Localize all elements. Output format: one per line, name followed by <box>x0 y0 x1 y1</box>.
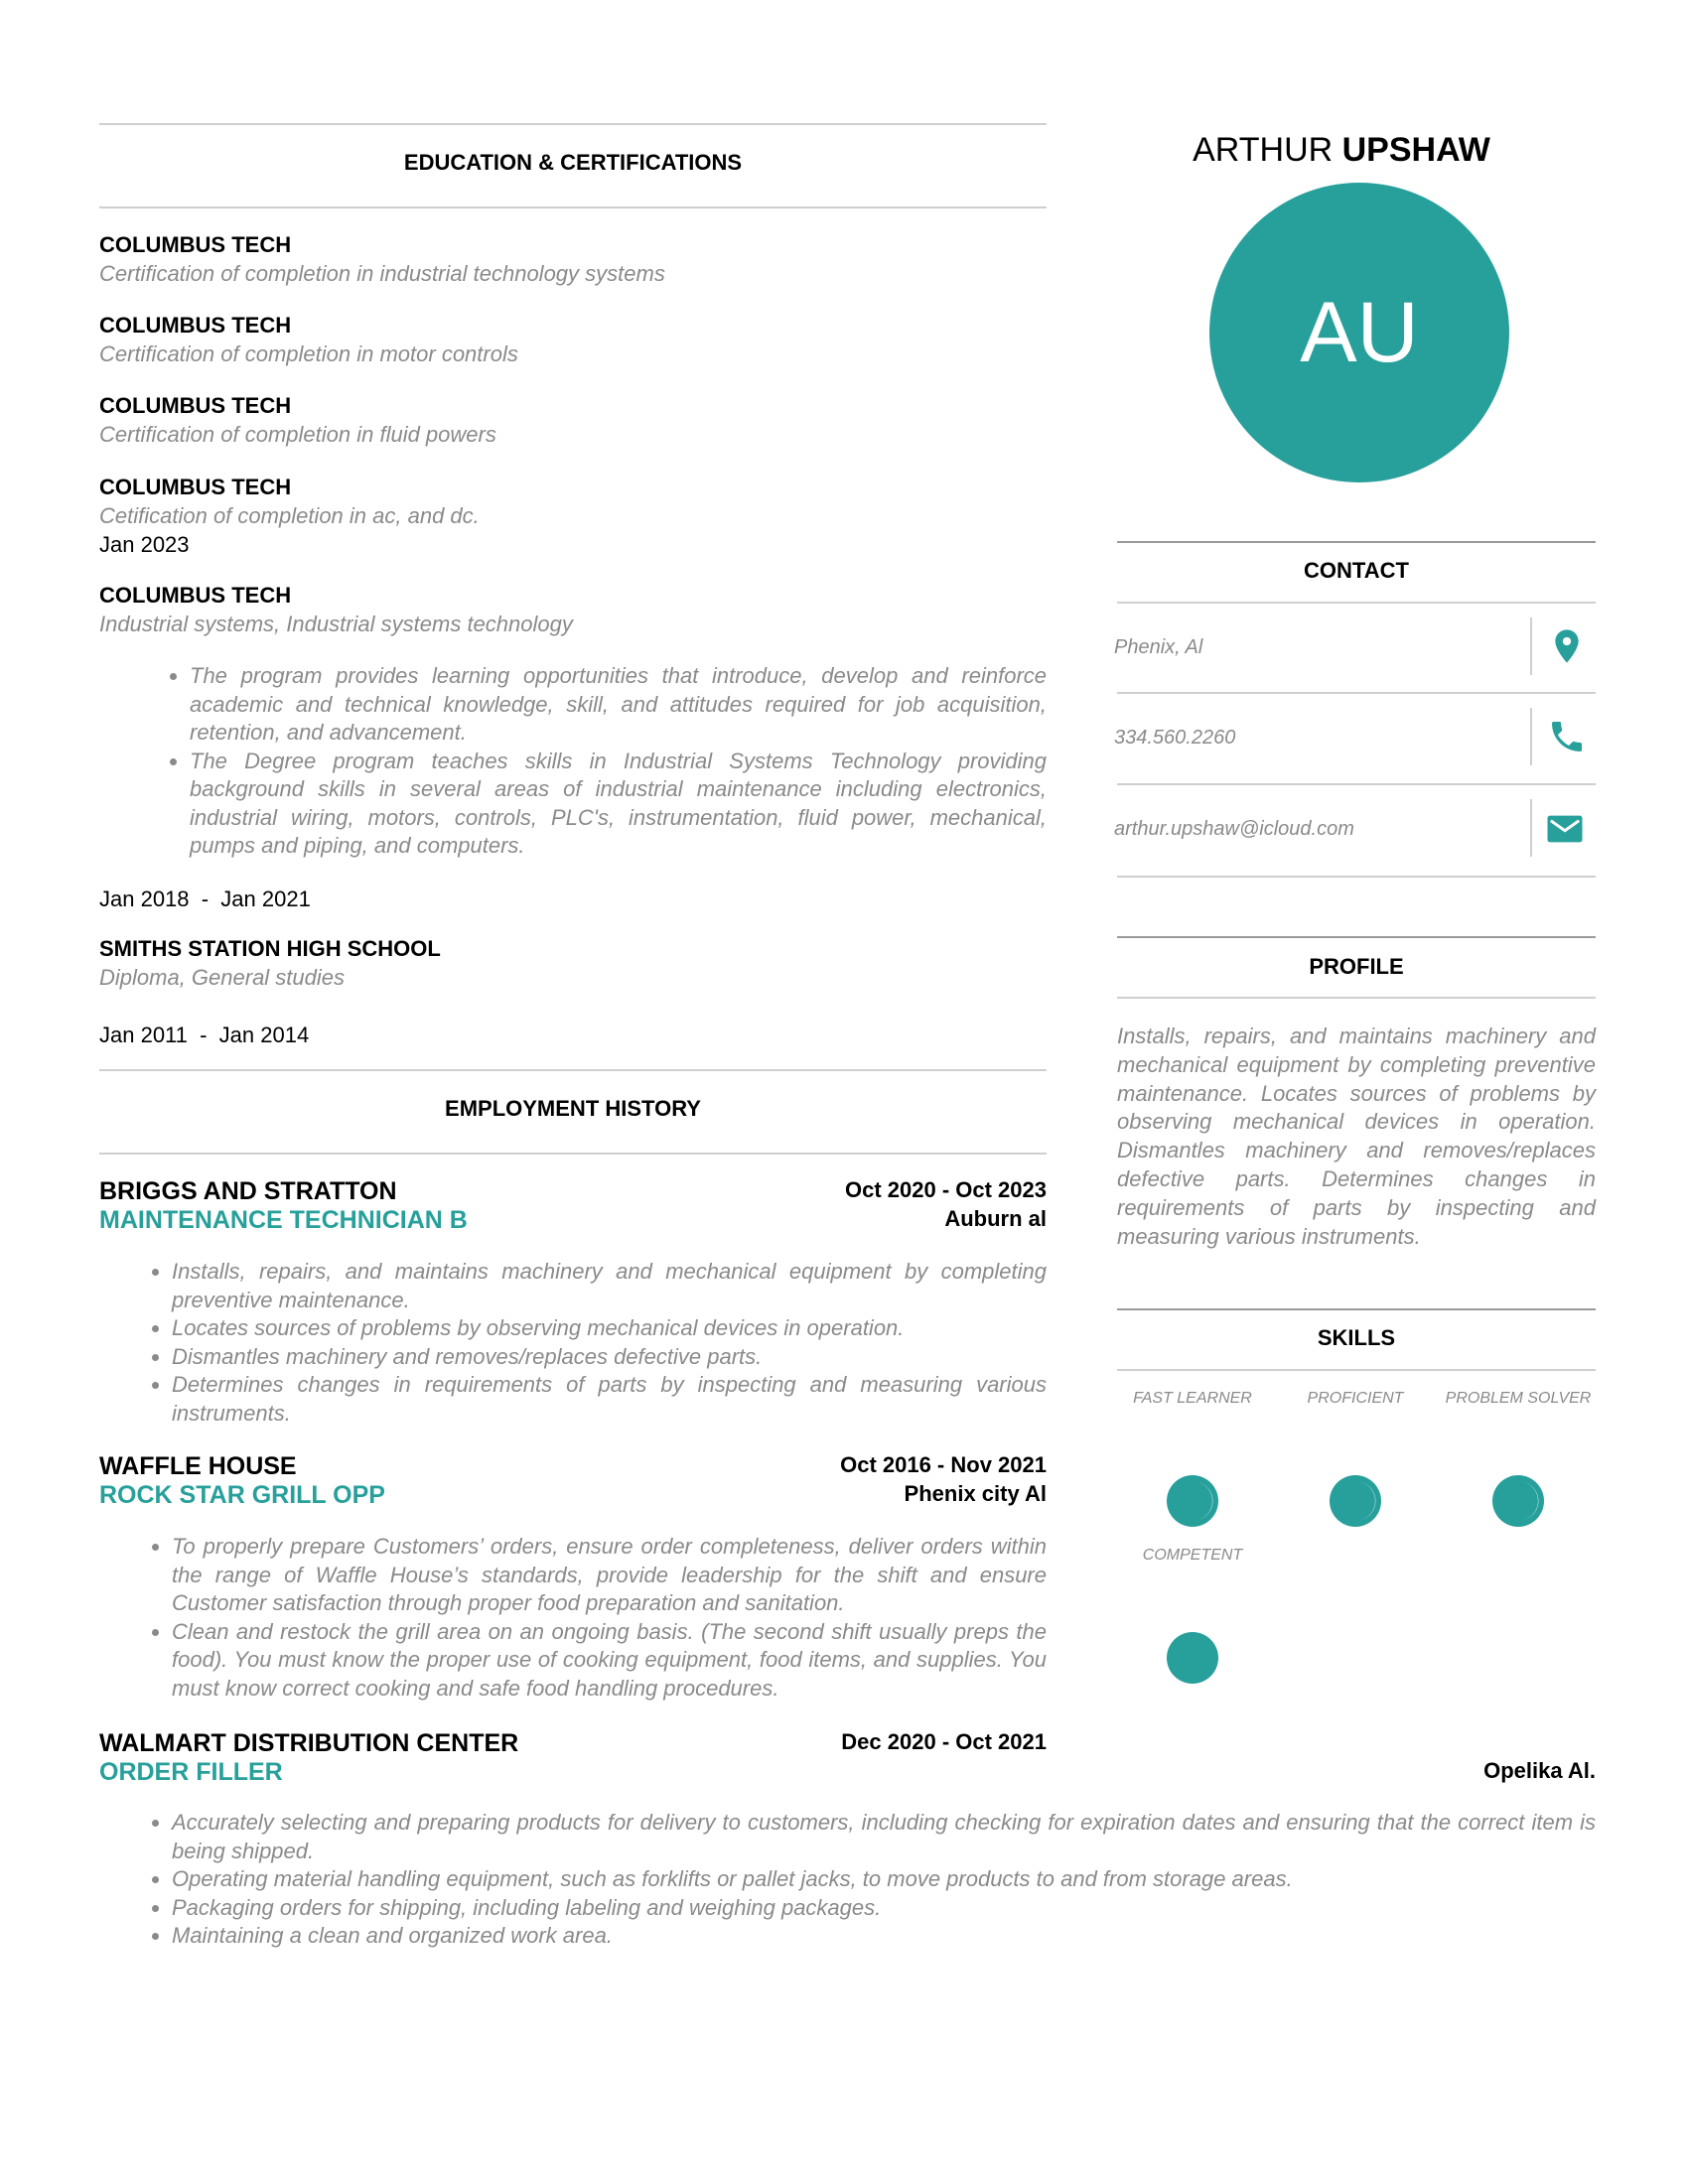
education-detail: Cetification of completion in ac, and dc. <box>99 503 480 528</box>
list-item: • Maintaining a clean and organized work area. <box>172 1922 1596 1951</box>
first-name: ARTHUR <box>1193 131 1334 169</box>
job-company: WAFFLE HOUSE <box>99 1452 297 1480</box>
job-location: Opelika Al. <box>1483 1758 1596 1783</box>
education-date: Jan 2018 - Jan 2021 <box>99 887 311 911</box>
mail-icon <box>1545 809 1585 849</box>
education-institution: COLUMBUS TECH <box>99 393 292 418</box>
list-item: • Operating material handling equipment, such as forklifts or pallet jacks, to move products to and from storage areas. <box>172 1865 1596 1894</box>
contact-email: arthur.upshaw@icloud.com <box>1114 818 1354 840</box>
skill-dot-fill <box>1492 1475 1544 1527</box>
list-item: • Accurately selecting and preparing products for delivery to customers, including checking for expiration dates and ensuring that the correct item is being shipped. <box>172 1809 1596 1865</box>
list-item: • Packaging orders for shipping, including labeling and weighing packages. <box>172 1894 1596 1923</box>
divider <box>1530 708 1532 765</box>
divider <box>1117 783 1596 785</box>
skill-level-indicator <box>1330 1475 1381 1527</box>
divider <box>99 1069 1047 1071</box>
list-item: • The Degree program teaches skills in Industrial Systems Technology providing background skills in several areas of industrial maintenance including electronics, industrial wiring, motors, controls, PLC's, instrumentation, fluid power, mechanical, pumps and piping, and computers. <box>190 748 1047 861</box>
skill-label: COMPETENT <box>1142 1547 1243 1564</box>
education-institution: COLUMBUS TECH <box>99 232 292 257</box>
divider <box>1117 1369 1596 1371</box>
phone-icon <box>1547 717 1587 756</box>
location-pin-icon <box>1547 626 1587 666</box>
education-detail: Certification of completion in industrial technology systems <box>99 261 665 286</box>
list-item: • Installs, repairs, and maintains machinery and mechanical equipment by completing preventive maintenance. <box>172 1258 1047 1314</box>
profile-text: Installs, repairs, and maintains machinery and mechanical equipment by completing preventive maintenance. Locates sources of problems by observing mechanical devices in operation. Dismantles machinery and removes/replaces defective parts. Determines changes in requirements of parts by inspecting and measuring various instruments. <box>1117 1024 1596 1249</box>
education-detail: Certification of completion in motor controls <box>99 341 518 366</box>
education-institution: COLUMBUS TECH <box>99 475 292 499</box>
education-date: Jan 2023 <box>99 532 190 557</box>
list-item: • The program provides learning opportunities that introduce, develop and reinforce academic and technical knowledge, skill, and attitudes required for job acquisition, retention, and advancement. <box>190 662 1047 748</box>
job-location: Auburn al <box>944 1206 1047 1231</box>
divider <box>1117 602 1596 604</box>
divider <box>1117 936 1596 938</box>
job-company: WALMART DISTRIBUTION CENTER <box>99 1729 519 1757</box>
contact-section-title: CONTACT <box>1304 558 1409 583</box>
skill-level-indicator <box>1492 1475 1544 1527</box>
education-section-title: EDUCATION & CERTIFICATIONS <box>403 150 743 175</box>
list-item: • To properly prepare Customers’ orders, ensure order completeness, deliver orders within the range of Waffle House’s standards, provide leadership for the shift and ensure Customer satisfaction through proper food preparation and sanitation. <box>172 1533 1047 1618</box>
skills-section-title: SKILLS <box>1317 1325 1396 1350</box>
profile-section-title: PROFILE <box>1309 954 1404 979</box>
skill-label: FAST LEARNER <box>1133 1390 1252 1407</box>
list-item: • Locates sources of problems by observing mechanical devices in operation. <box>172 1314 1047 1343</box>
list-item: • Clean and restock the grill area on an ongoing basis. (The second shift usually preps the food). You must know the proper use of cooking equipment, food items, and supplies. You must know correct cooking and safe food handling procedures. <box>172 1618 1047 1704</box>
job-dates: Dec 2020 - Oct 2021 <box>841 1729 1047 1754</box>
full-name <box>1118 131 1565 170</box>
skill-level-indicator <box>1167 1475 1218 1527</box>
employment-section-title: EMPLOYMENT HISTORY <box>445 1096 701 1121</box>
avatar-initials: AU <box>1300 284 1419 380</box>
skill-dot-fill <box>1167 1632 1218 1684</box>
job-role: MAINTENANCE TECHNICIAN B <box>99 1206 468 1234</box>
skill-level-indicator <box>1167 1632 1218 1684</box>
job-bullets <box>144 1809 1596 1951</box>
job-bullets <box>144 1533 1047 1703</box>
list-item: • Determines changes in requirements of parts by inspecting and measuring various instruments. <box>172 1371 1047 1428</box>
list-item: • Dismantles machinery and removes/replaces defective parts. <box>172 1343 1047 1372</box>
education-detail: Certification of completion in fluid powers <box>99 422 496 447</box>
skill-dot-fill <box>1330 1475 1381 1527</box>
contact-location: Phenix, Al <box>1114 636 1203 658</box>
job-role: ORDER FILLER <box>99 1758 283 1786</box>
education-institution: COLUMBUS TECH <box>99 313 292 338</box>
job-role: ROCK STAR GRILL OPP <box>99 1481 385 1509</box>
skill-label: PROFICIENT <box>1307 1390 1404 1407</box>
divider <box>1117 997 1596 999</box>
education-bullets <box>162 662 1047 861</box>
education-date: Jan 2011 - Jan 2014 <box>99 1023 310 1047</box>
divider <box>99 123 1047 125</box>
divider <box>1117 692 1596 694</box>
last-name: UPSHAW <box>1341 131 1490 169</box>
education-detail: Industrial systems, Industrial systems technology <box>99 612 573 636</box>
education-detail: Diploma, General studies <box>99 965 346 990</box>
job-bullets <box>144 1258 1047 1428</box>
avatar <box>1209 183 1509 482</box>
divider <box>1530 617 1532 675</box>
divider <box>1117 1308 1596 1310</box>
divider <box>1117 541 1596 543</box>
skill-label: PROBLEM SOLVER <box>1445 1390 1592 1407</box>
divider <box>1530 799 1532 857</box>
skill-dot-fill <box>1167 1475 1218 1527</box>
job-location: Phenix city Al <box>904 1481 1047 1506</box>
job-company: BRIGGS AND STRATTON <box>99 1177 397 1205</box>
divider <box>1117 876 1596 878</box>
education-institution: SMITHS STATION HIGH SCHOOL <box>99 936 441 961</box>
job-dates: Oct 2016 - Nov 2021 <box>840 1452 1047 1477</box>
divider <box>99 1153 1047 1155</box>
divider <box>99 206 1047 208</box>
contact-phone: 334.560.2260 <box>1114 727 1236 749</box>
education-institution: COLUMBUS TECH <box>99 583 292 608</box>
job-dates: Oct 2020 - Oct 2023 <box>844 1177 1047 1202</box>
